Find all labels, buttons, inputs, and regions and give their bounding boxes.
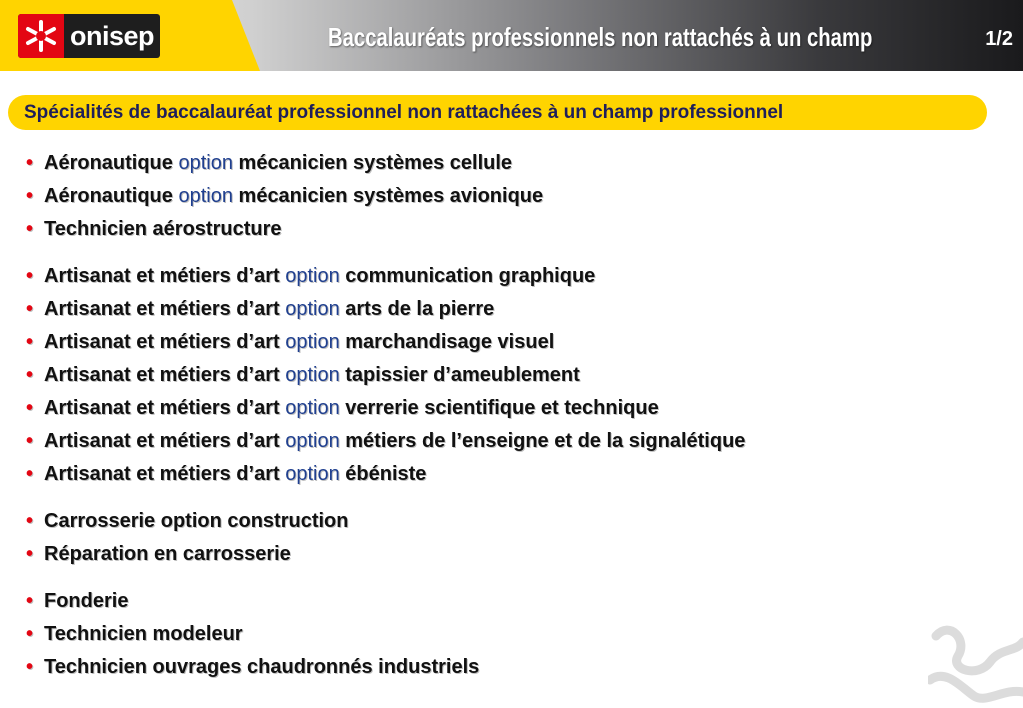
item-spec: arts de la pierre	[345, 298, 495, 320]
item-main: Artisanat et métiers d’art	[44, 463, 280, 485]
item-option: option	[285, 397, 340, 419]
item-spec: marchandisage visuel	[345, 331, 555, 353]
item-main: Artisanat et métiers d’art	[44, 430, 280, 452]
item-option: option	[285, 364, 340, 386]
item-main: Artisanat et métiers d’art	[44, 331, 280, 353]
item-main: Aéronautique	[44, 152, 173, 174]
item-spec: verrerie scientifique et technique	[345, 397, 659, 419]
bullet: •	[26, 265, 34, 287]
item-main: Artisanat et métiers d’art	[44, 298, 280, 320]
bullet: •	[26, 185, 34, 207]
item-option: option	[178, 152, 233, 174]
item-spec: métiers de l’enseigne et de la signalétique	[345, 430, 746, 452]
item-spec: tapissier d’ameublement	[345, 364, 580, 386]
decorative-wave-icon	[928, 618, 1023, 708]
bullet: •	[26, 152, 34, 174]
item-main: Technicien modeleur	[44, 623, 243, 645]
item-option: option	[285, 463, 340, 485]
page-number: 1/2	[985, 28, 1013, 50]
subtitle-text: Spécialités de baccalauréat professionnel non rattachées à un champ professionnel	[24, 102, 784, 123]
page-title: Baccalauréats professionnels non rattachés à un champ	[328, 22, 873, 52]
item-main: Technicien ouvrages chaudronnés industriels	[44, 656, 480, 678]
item-main: Aéronautique	[44, 185, 173, 207]
bullet: •	[26, 218, 34, 240]
item-spec: mécanicien systèmes cellule	[238, 152, 513, 174]
item-option: option	[285, 430, 340, 452]
bullet: •	[26, 590, 34, 612]
item-main: Artisanat et métiers d’art	[44, 397, 280, 419]
bullet: •	[26, 656, 34, 678]
item-spec: mécanicien systèmes avionique	[238, 185, 544, 207]
bullet: •	[26, 397, 34, 419]
section-subtitle	[8, 95, 987, 130]
item-main: Technicien aérostructure	[44, 218, 282, 240]
item-main: Artisanat et métiers d’art	[44, 364, 280, 386]
item-option: option	[178, 185, 233, 207]
bullet: •	[26, 510, 34, 532]
logo-text: onisep	[70, 20, 155, 51]
bullet: •	[26, 331, 34, 353]
bullet: •	[26, 543, 34, 565]
bullet: •	[26, 364, 34, 386]
item-main: Réparation en carrosserie	[44, 543, 291, 565]
item-main: Fonderie	[44, 590, 129, 612]
bullet: •	[26, 463, 34, 485]
bullet: •	[26, 623, 34, 645]
bullet: •	[26, 430, 34, 452]
bullet: •	[26, 298, 34, 320]
header-bar	[0, 0, 1023, 71]
item-option: option	[285, 331, 340, 353]
item-spec: communication graphique	[345, 265, 596, 287]
item-option: option	[285, 265, 340, 287]
item-spec: ébéniste	[345, 463, 427, 485]
onisep-logo	[18, 14, 160, 58]
item-main: Artisanat et métiers d’art	[44, 265, 280, 287]
asterisk-icon	[18, 14, 64, 58]
item-main: Carrosserie option construction	[44, 510, 349, 532]
item-option: option	[285, 298, 340, 320]
